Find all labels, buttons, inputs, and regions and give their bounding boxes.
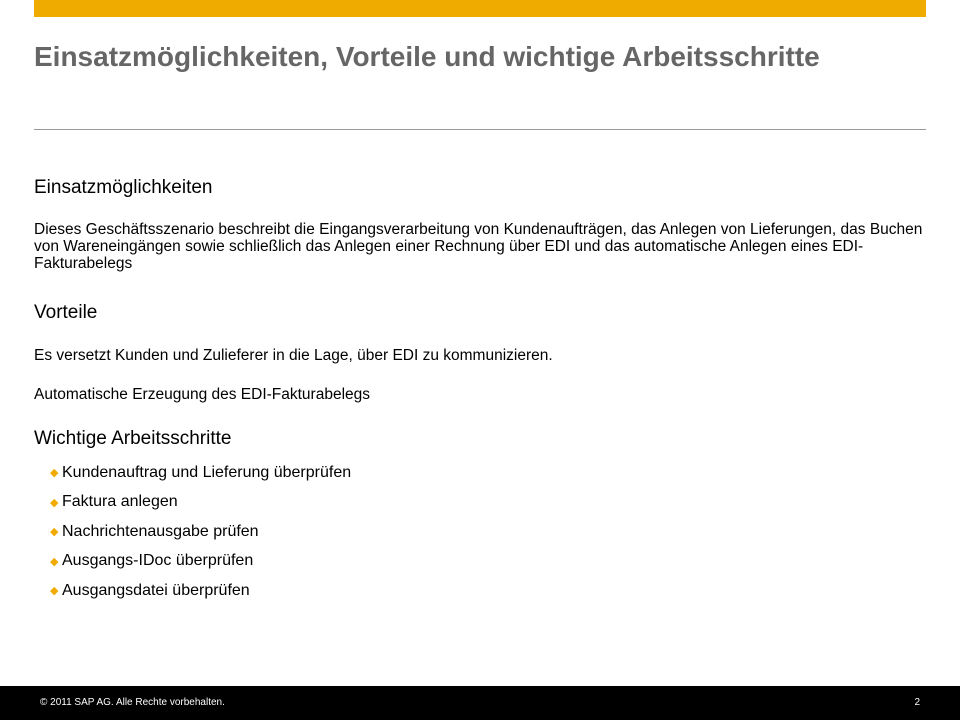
title-divider <box>34 129 926 130</box>
step-item <box>50 547 351 577</box>
slide-title: Einsatzmöglichkeiten, Vorteile und wichtige Arbeitsschritte <box>34 41 820 72</box>
step-item <box>50 517 351 547</box>
bullet-diamond-icon: ◆ <box>50 467 59 480</box>
top-accent-bar <box>34 0 926 17</box>
step-item <box>50 576 351 606</box>
bullet-diamond-icon: ◆ <box>50 526 59 539</box>
vorteil-item: Automatische Erzeugung des EDI-Fakturabelegs <box>34 386 371 403</box>
heading-einsatzmoeglichkeiten: Einsatzmöglichkeiten <box>34 177 213 198</box>
copyright-notice: © 2011 SAP AG. Alle Rechte vorbehalten. <box>40 697 225 708</box>
step-label: Kundenauftrag und Lieferung überprüfen <box>62 463 352 481</box>
step-item <box>50 458 351 488</box>
heading-vorteile: Vorteile <box>34 302 98 323</box>
step-label: Faktura anlegen <box>62 493 178 511</box>
bullet-diamond-icon: ◆ <box>50 585 59 598</box>
footer-bar <box>0 686 960 720</box>
step-label: Nachrichtenausgabe prüfen <box>62 522 259 540</box>
step-label: Ausgangsdatei überprüfen <box>62 581 250 599</box>
step-item <box>50 488 351 518</box>
einsatz-description: Dieses Geschäftsszenario beschreibt die Eingangsverarbeitung von Kundenaufträgen, das Anlegen von Lieferungen, das Buchen von Wareneingängen sowie schließlich das Anlegen einer Rechnung über EDI und das automatische Anlegen eines EDI-Fakturabelegs <box>34 221 923 272</box>
bullet-diamond-icon: ◆ <box>50 555 59 568</box>
bullet-diamond-icon: ◆ <box>50 496 59 509</box>
arbeitsschritte-list <box>50 458 351 606</box>
step-label: Ausgangs-IDoc überprüfen <box>62 552 254 570</box>
heading-arbeitsschritte: Wichtige Arbeitsschritte <box>34 428 232 449</box>
page-number: 2 <box>914 697 920 708</box>
vorteil-item: Es versetzt Kunden und Zulieferer in die Lage, über EDI zu kommunizieren. <box>34 347 553 364</box>
